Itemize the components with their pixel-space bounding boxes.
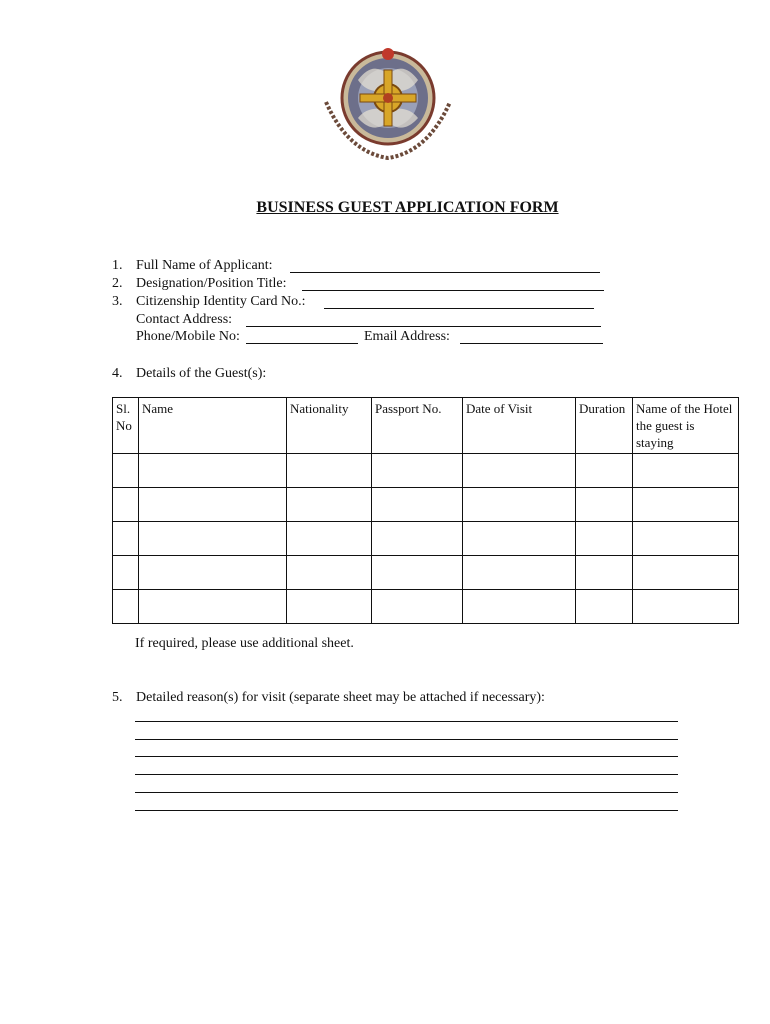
table-cell[interactable]	[372, 590, 463, 624]
table-cell[interactable]	[463, 488, 576, 522]
table-cell[interactable]	[139, 488, 287, 522]
table-cell[interactable]	[633, 454, 739, 488]
phone-input[interactable]	[246, 343, 358, 344]
table-cell[interactable]	[372, 488, 463, 522]
table-cell[interactable]	[372, 454, 463, 488]
table-cell[interactable]	[113, 556, 139, 590]
header-sl-no: Sl. No	[113, 398, 139, 454]
visit-reason-line[interactable]	[135, 810, 678, 811]
table-cell[interactable]	[576, 556, 633, 590]
table-cell[interactable]	[139, 522, 287, 556]
table-cell[interactable]	[463, 556, 576, 590]
visit-reason-label: Detailed reason(s) for visit (separate sheet may be attached if necessary):	[136, 690, 545, 705]
header-name: Name	[139, 398, 287, 454]
table-cell[interactable]	[113, 454, 139, 488]
visit-reason-line[interactable]	[135, 721, 678, 722]
table-cell[interactable]	[463, 454, 576, 488]
designation-input[interactable]	[302, 290, 604, 291]
emblem-seal	[318, 40, 458, 170]
citizenship-id-input[interactable]	[324, 308, 594, 309]
full-name-label: Full Name of Applicant:	[136, 258, 273, 273]
table-cell[interactable]	[633, 522, 739, 556]
table-cell[interactable]	[463, 590, 576, 624]
table-cell[interactable]	[139, 590, 287, 624]
header-hotel-name: Name of the Hotel the guest is staying	[633, 398, 739, 454]
visit-reason-line[interactable]	[135, 792, 678, 793]
additional-sheet-note: If required, please use additional sheet.	[135, 636, 354, 651]
table-cell[interactable]	[633, 488, 739, 522]
full-name-input[interactable]	[290, 272, 600, 273]
form-title: BUSINESS GUEST APPLICATION FORM	[256, 199, 559, 216]
visit-reason-line[interactable]	[135, 756, 678, 757]
table-cell[interactable]	[287, 556, 372, 590]
visit-reason-line[interactable]	[135, 774, 678, 775]
table-header-row	[113, 398, 739, 454]
table-row	[113, 590, 739, 624]
table-cell[interactable]	[463, 522, 576, 556]
table-cell[interactable]	[139, 454, 287, 488]
section-number-4: 4.	[112, 366, 123, 381]
guest-details-table	[112, 397, 739, 624]
table-cell[interactable]	[633, 556, 739, 590]
table-cell[interactable]	[576, 488, 633, 522]
table-cell[interactable]	[139, 556, 287, 590]
email-input[interactable]	[460, 343, 603, 344]
section-number-5: 5.	[112, 690, 123, 705]
table-row	[113, 488, 739, 522]
table-cell[interactable]	[287, 454, 372, 488]
table-cell[interactable]	[576, 590, 633, 624]
header-date-of-visit: Date of Visit	[463, 398, 576, 454]
table-cell[interactable]	[372, 556, 463, 590]
table-cell[interactable]	[113, 590, 139, 624]
field-number-2: 2.	[112, 276, 123, 291]
table-row	[113, 454, 739, 488]
field-number-3: 3.	[112, 294, 123, 309]
header-passport-no: Passport No.	[372, 398, 463, 454]
table-cell[interactable]	[287, 488, 372, 522]
table-cell[interactable]	[576, 522, 633, 556]
table-cell[interactable]	[576, 454, 633, 488]
table-row	[113, 556, 739, 590]
table-row	[113, 522, 739, 556]
contact-address-input[interactable]	[246, 326, 601, 327]
guest-details-label: Details of the Guest(s):	[136, 366, 267, 381]
email-label: Email Address:	[364, 329, 450, 344]
header-duration: Duration	[576, 398, 633, 454]
visit-reason-line[interactable]	[135, 739, 678, 740]
header-nationality: Nationality	[287, 398, 372, 454]
table-cell[interactable]	[287, 590, 372, 624]
table-cell[interactable]	[372, 522, 463, 556]
table-cell[interactable]	[287, 522, 372, 556]
field-number-1: 1.	[112, 258, 123, 273]
phone-label: Phone/Mobile No:	[136, 329, 240, 344]
contact-address-label: Contact Address:	[136, 312, 233, 327]
citizenship-id-label: Citizenship Identity Card No.:	[136, 294, 306, 309]
table-cell[interactable]	[113, 488, 139, 522]
table-cell[interactable]	[633, 590, 739, 624]
designation-label: Designation/Position Title:	[136, 276, 287, 291]
table-cell[interactable]	[113, 522, 139, 556]
